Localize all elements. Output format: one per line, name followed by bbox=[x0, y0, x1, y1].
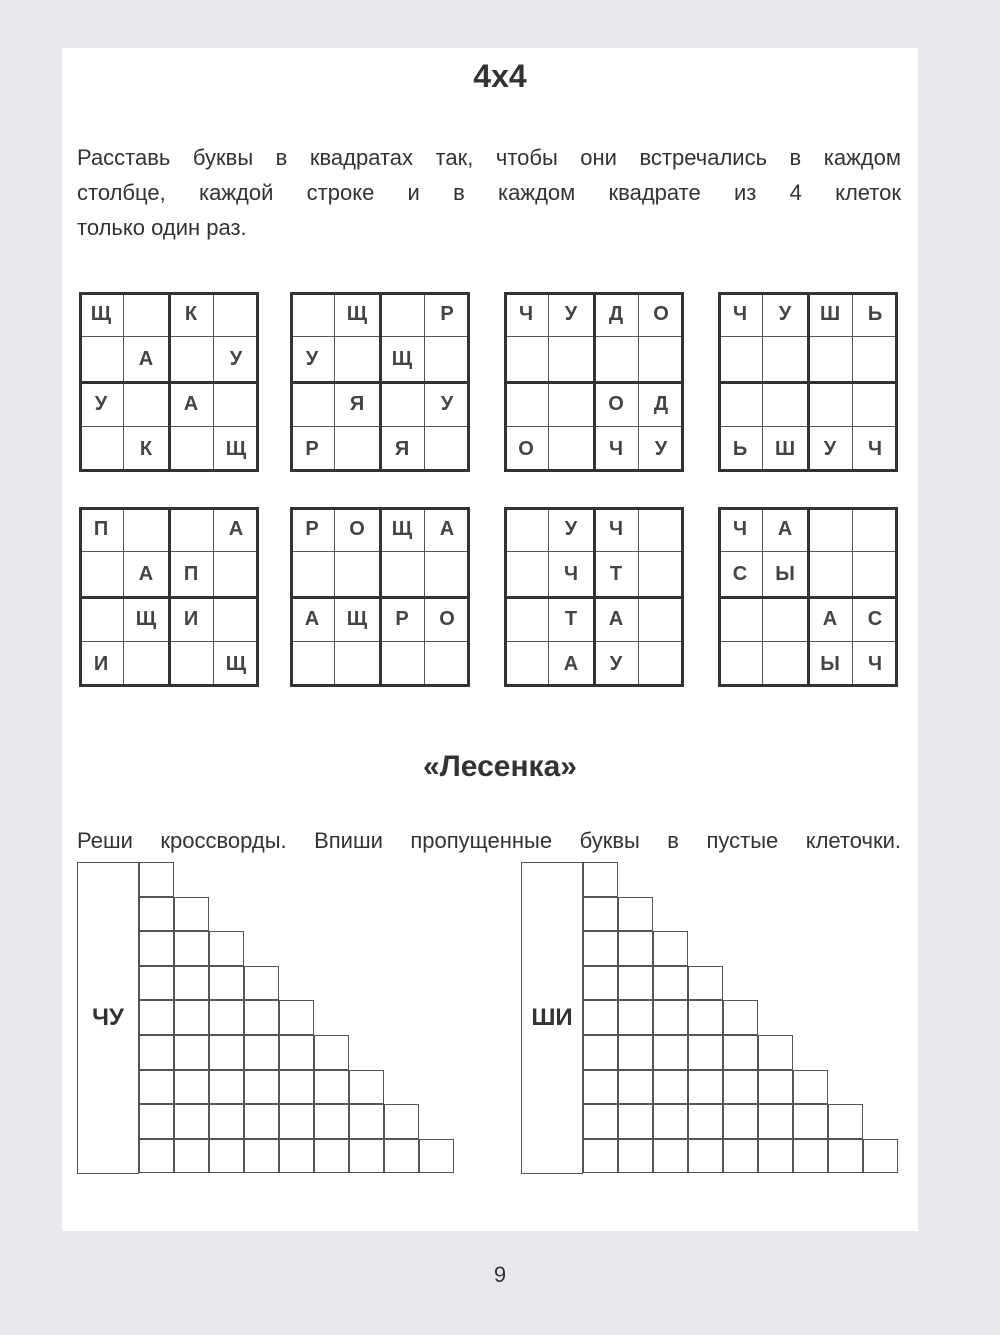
sudoku-cell[interactable] bbox=[380, 552, 425, 597]
ladder-cell[interactable] bbox=[279, 1139, 314, 1174]
sudoku-cell: Я bbox=[380, 427, 425, 472]
sudoku-cell: У bbox=[763, 292, 808, 337]
sudoku-cell: А bbox=[594, 597, 639, 642]
sudoku-cell[interactable] bbox=[504, 507, 549, 552]
sudoku-cell: К bbox=[124, 427, 169, 472]
ladder-crossword-2 bbox=[521, 862, 901, 1174]
sudoku-cell[interactable] bbox=[853, 337, 898, 382]
sudoku-cell[interactable] bbox=[425, 427, 470, 472]
ladder-cell[interactable] bbox=[384, 1139, 419, 1174]
sudoku-cell[interactable] bbox=[335, 552, 380, 597]
sudoku-cell[interactable] bbox=[718, 337, 763, 382]
sudoku-grid-8 bbox=[718, 507, 898, 687]
ladder-cell[interactable] bbox=[618, 1000, 653, 1035]
sudoku-cell[interactable] bbox=[549, 382, 594, 427]
ladder-cell[interactable] bbox=[618, 931, 653, 966]
ladder-cell[interactable] bbox=[174, 897, 209, 932]
sudoku-cell: У bbox=[808, 427, 853, 472]
ladder-cell[interactable] bbox=[209, 1035, 244, 1070]
ladder-cell[interactable] bbox=[583, 931, 618, 966]
ladder-cell[interactable] bbox=[758, 1139, 793, 1174]
sudoku-cell[interactable] bbox=[335, 642, 380, 687]
ladder-cell[interactable] bbox=[583, 862, 618, 897]
ladder-cell[interactable] bbox=[688, 966, 723, 1001]
ladder-cell[interactable] bbox=[174, 931, 209, 966]
ladder-cell[interactable] bbox=[279, 1035, 314, 1070]
sudoku-cell: К bbox=[169, 292, 214, 337]
sudoku-grid-5 bbox=[79, 507, 259, 687]
sudoku-cell[interactable] bbox=[214, 382, 259, 427]
sudoku-cell[interactable] bbox=[639, 642, 684, 687]
ladder-cell[interactable] bbox=[723, 1104, 758, 1139]
sudoku-cell[interactable] bbox=[594, 337, 639, 382]
ladder-crossword-1 bbox=[77, 862, 457, 1174]
sudoku-cell: А bbox=[124, 552, 169, 597]
ladder-cell[interactable] bbox=[139, 1000, 174, 1035]
ladder-cell[interactable] bbox=[314, 1070, 349, 1105]
sudoku-cell: Ч bbox=[853, 642, 898, 687]
sudoku-cell: Щ bbox=[335, 597, 380, 642]
sudoku-cell[interactable] bbox=[169, 427, 214, 472]
sudoku-cell: И bbox=[79, 642, 124, 687]
sudoku-grid-2 bbox=[290, 292, 470, 472]
sudoku-cell: У bbox=[594, 642, 639, 687]
sudoku-cell: У bbox=[549, 507, 594, 552]
sudoku-cell[interactable] bbox=[290, 292, 335, 337]
sudoku-cell[interactable] bbox=[124, 292, 169, 337]
sudoku-cell: Щ bbox=[214, 427, 259, 472]
sudoku-cell[interactable] bbox=[79, 427, 124, 472]
sudoku-cell[interactable] bbox=[763, 597, 808, 642]
sudoku-cell[interactable] bbox=[808, 382, 853, 427]
sudoku-cell[interactable] bbox=[763, 642, 808, 687]
ladder-cell[interactable] bbox=[723, 1070, 758, 1105]
sudoku-cell[interactable] bbox=[853, 382, 898, 427]
sudoku-cell[interactable] bbox=[639, 337, 684, 382]
ladder-cell[interactable] bbox=[349, 1139, 384, 1174]
sudoku-cell: Щ bbox=[380, 337, 425, 382]
ladder-cell[interactable] bbox=[653, 966, 688, 1001]
sudoku-cell: Р bbox=[380, 597, 425, 642]
sudoku-cell[interactable] bbox=[124, 382, 169, 427]
ladder-cell[interactable] bbox=[653, 1035, 688, 1070]
sudoku-cell[interactable] bbox=[290, 552, 335, 597]
sudoku-cell: Т bbox=[594, 552, 639, 597]
ladder-cell[interactable] bbox=[314, 1139, 349, 1174]
sudoku-cell[interactable] bbox=[79, 552, 124, 597]
sudoku-cell[interactable] bbox=[380, 382, 425, 427]
sudoku-cell[interactable] bbox=[169, 507, 214, 552]
ladder-cell[interactable] bbox=[653, 1139, 688, 1174]
sudoku-cell: У bbox=[639, 427, 684, 472]
sudoku-cell: Ч bbox=[594, 507, 639, 552]
ladder-cell[interactable] bbox=[583, 897, 618, 932]
ladder-cell[interactable] bbox=[174, 1035, 209, 1070]
ladder-cell[interactable] bbox=[793, 1070, 828, 1105]
ladder-cell[interactable] bbox=[688, 1070, 723, 1105]
ladder-cell[interactable] bbox=[583, 966, 618, 1001]
ladder-cell[interactable] bbox=[828, 1104, 863, 1139]
sudoku-cell[interactable] bbox=[504, 552, 549, 597]
ladder-cell[interactable] bbox=[688, 1035, 723, 1070]
sudoku-cell: Д bbox=[639, 382, 684, 427]
ladder-cell[interactable] bbox=[139, 862, 174, 897]
sudoku-cell: О bbox=[639, 292, 684, 337]
ladder-cell[interactable] bbox=[583, 1000, 618, 1035]
sudoku-cell: А bbox=[124, 337, 169, 382]
sudoku-cell: Р bbox=[290, 507, 335, 552]
page-title: 4x4 bbox=[473, 58, 527, 94]
ladder-cell[interactable] bbox=[209, 1000, 244, 1035]
ladder-instruction: Реши кроссворды. Впиши пропущенные буквы в пустые клеточки. bbox=[77, 828, 901, 853]
sudoku-cell: У bbox=[79, 382, 124, 427]
sudoku-cell[interactable] bbox=[425, 552, 470, 597]
sudoku-cell: Щ bbox=[79, 292, 124, 337]
ladder-cell[interactable] bbox=[828, 1139, 863, 1174]
ladder-cell[interactable] bbox=[793, 1104, 828, 1139]
ladder-cell[interactable] bbox=[314, 1035, 349, 1070]
ladder-cell[interactable] bbox=[244, 1070, 279, 1105]
ladder-cell[interactable] bbox=[314, 1104, 349, 1139]
sudoku-cell[interactable] bbox=[214, 597, 259, 642]
ladder-cell[interactable] bbox=[653, 1000, 688, 1035]
sudoku-cell[interactable] bbox=[718, 642, 763, 687]
ladder-cell[interactable] bbox=[139, 897, 174, 932]
sudoku-cell[interactable] bbox=[549, 337, 594, 382]
sudoku-cell[interactable] bbox=[639, 552, 684, 597]
sudoku-cell: А bbox=[214, 507, 259, 552]
ladder-cell[interactable] bbox=[688, 1104, 723, 1139]
sudoku-cell[interactable] bbox=[808, 507, 853, 552]
sudoku-cell: О bbox=[594, 382, 639, 427]
instruction-line-1: Расставь буквы в квадратах так, чтобы они встречались в каждом bbox=[77, 145, 901, 170]
ladder-cell[interactable] bbox=[758, 1104, 793, 1139]
sudoku-cell[interactable] bbox=[718, 597, 763, 642]
sudoku-cell[interactable] bbox=[335, 427, 380, 472]
ladder-cell[interactable] bbox=[618, 1035, 653, 1070]
ladder-cell[interactable] bbox=[723, 1035, 758, 1070]
ladder-cell[interactable] bbox=[174, 1139, 209, 1174]
ladder-cell[interactable] bbox=[583, 1035, 618, 1070]
sudoku-cell[interactable] bbox=[853, 507, 898, 552]
ladder-cell[interactable] bbox=[384, 1104, 419, 1139]
sudoku-cell: Щ bbox=[214, 642, 259, 687]
ladder-cell[interactable] bbox=[209, 1104, 244, 1139]
ladder-cell[interactable] bbox=[758, 1070, 793, 1105]
ladder-label: ШИ bbox=[531, 1004, 573, 1031]
ladder-cell[interactable] bbox=[279, 1000, 314, 1035]
ladder-cell[interactable] bbox=[209, 966, 244, 1001]
ladder-cell[interactable] bbox=[618, 1104, 653, 1139]
ladder-cell[interactable] bbox=[618, 1139, 653, 1174]
sudoku-cell: Щ bbox=[124, 597, 169, 642]
sudoku-cell: С bbox=[718, 552, 763, 597]
sudoku-cell[interactable] bbox=[504, 337, 549, 382]
sudoku-cell: У bbox=[425, 382, 470, 427]
sudoku-cell: Ы bbox=[763, 552, 808, 597]
sudoku-cell[interactable] bbox=[504, 642, 549, 687]
sudoku-cell[interactable] bbox=[124, 642, 169, 687]
ladder-cell[interactable] bbox=[618, 897, 653, 932]
ladder-cell[interactable] bbox=[139, 1139, 174, 1174]
sudoku-cell: О bbox=[425, 597, 470, 642]
page-number: 9 bbox=[493, 1262, 507, 1287]
sudoku-cell[interactable] bbox=[214, 292, 259, 337]
ladder-cell[interactable] bbox=[583, 1070, 618, 1105]
sudoku-cell[interactable] bbox=[79, 597, 124, 642]
sudoku-cell[interactable] bbox=[124, 507, 169, 552]
ladder-cell[interactable] bbox=[279, 1104, 314, 1139]
sudoku-cell[interactable] bbox=[169, 337, 214, 382]
ladder-cell[interactable] bbox=[244, 1035, 279, 1070]
ladder-cell[interactable] bbox=[653, 1070, 688, 1105]
sudoku-cell: П bbox=[169, 552, 214, 597]
ladder-cell[interactable] bbox=[244, 1139, 279, 1174]
ladder-cell[interactable] bbox=[349, 1070, 384, 1105]
sudoku-cell[interactable] bbox=[335, 337, 380, 382]
ladder-cell[interactable] bbox=[279, 1070, 314, 1105]
instruction-line-3: только один раз. bbox=[77, 215, 247, 240]
sudoku-cell[interactable] bbox=[290, 382, 335, 427]
sudoku-cell: Д bbox=[594, 292, 639, 337]
ladder-cell[interactable] bbox=[688, 1139, 723, 1174]
sudoku-cell: Ы bbox=[808, 642, 853, 687]
sudoku-cell: Ш bbox=[808, 292, 853, 337]
ladder-cell[interactable] bbox=[618, 1070, 653, 1105]
ladder-cell[interactable] bbox=[174, 1000, 209, 1035]
sudoku-cell: А bbox=[549, 642, 594, 687]
sudoku-cell: Ь bbox=[718, 427, 763, 472]
sudoku-cell: Ч bbox=[718, 507, 763, 552]
sudoku-cell[interactable] bbox=[808, 337, 853, 382]
sudoku-cell: С bbox=[853, 597, 898, 642]
ladder-cell[interactable] bbox=[139, 1104, 174, 1139]
ladder-cell[interactable] bbox=[793, 1139, 828, 1174]
sudoku-cell[interactable] bbox=[504, 382, 549, 427]
ladder-cell[interactable] bbox=[653, 1104, 688, 1139]
ladder-cell[interactable] bbox=[244, 966, 279, 1001]
sudoku-cell: П bbox=[79, 507, 124, 552]
sudoku-grid-7 bbox=[504, 507, 684, 687]
sudoku-cell[interactable] bbox=[290, 642, 335, 687]
sudoku-cell: О bbox=[504, 427, 549, 472]
sudoku-cell[interactable] bbox=[425, 337, 470, 382]
sudoku-cell: О bbox=[335, 507, 380, 552]
sudoku-cell[interactable] bbox=[639, 507, 684, 552]
ladder-cell[interactable] bbox=[863, 1139, 898, 1174]
ladder-cell[interactable] bbox=[244, 1000, 279, 1035]
sudoku-grid-4 bbox=[718, 292, 898, 472]
ladder-cell[interactable] bbox=[209, 931, 244, 966]
ladder-cell[interactable] bbox=[139, 1070, 174, 1105]
ladder-cell[interactable] bbox=[419, 1139, 454, 1174]
ladder-cell[interactable] bbox=[139, 966, 174, 1001]
sudoku-cell[interactable] bbox=[169, 642, 214, 687]
ladder-cell[interactable] bbox=[758, 1035, 793, 1070]
sudoku-cell: Ш bbox=[763, 427, 808, 472]
ladder-section-title: «Лесенка» bbox=[423, 750, 577, 783]
sudoku-cell: А bbox=[290, 597, 335, 642]
ladder-cell[interactable] bbox=[174, 966, 209, 1001]
sudoku-grid-3 bbox=[504, 292, 684, 472]
sudoku-cell[interactable] bbox=[808, 552, 853, 597]
sudoku-cell: Ч bbox=[718, 292, 763, 337]
sudoku-cell: Щ bbox=[380, 507, 425, 552]
sudoku-cell[interactable] bbox=[639, 597, 684, 642]
sudoku-cell: Я bbox=[335, 382, 380, 427]
ladder-cell[interactable] bbox=[583, 1139, 618, 1174]
ladder-cell[interactable] bbox=[139, 1035, 174, 1070]
ladder-cell[interactable] bbox=[209, 1139, 244, 1174]
sudoku-cell[interactable] bbox=[425, 642, 470, 687]
sudoku-cell: Ч bbox=[504, 292, 549, 337]
sudoku-cell: Ч bbox=[853, 427, 898, 472]
sudoku-cell: И bbox=[169, 597, 214, 642]
sudoku-cell: Ч bbox=[549, 552, 594, 597]
ladder-cell[interactable] bbox=[688, 1000, 723, 1035]
sudoku-grid-1 bbox=[79, 292, 259, 472]
sudoku-cell: А bbox=[169, 382, 214, 427]
ladder-cell[interactable] bbox=[653, 931, 688, 966]
sudoku-cell: Т bbox=[549, 597, 594, 642]
ladder-cell[interactable] bbox=[618, 966, 653, 1001]
sudoku-cell: Р bbox=[290, 427, 335, 472]
instruction-line-2: столбце, каждой строке и в каждом квадрате из 4 клеток bbox=[77, 180, 901, 205]
sudoku-cell: А bbox=[808, 597, 853, 642]
sudoku-cell[interactable] bbox=[79, 337, 124, 382]
sudoku-cell[interactable] bbox=[549, 427, 594, 472]
sudoku-cell: Щ bbox=[335, 292, 380, 337]
ladder-cell[interactable] bbox=[349, 1104, 384, 1139]
sudoku-grid-6 bbox=[290, 507, 470, 687]
ladder-cell[interactable] bbox=[174, 1070, 209, 1105]
ladder-cell[interactable] bbox=[139, 931, 174, 966]
ladder-cell[interactable] bbox=[244, 1104, 279, 1139]
sudoku-cell: Р bbox=[425, 292, 470, 337]
sudoku-cell[interactable] bbox=[380, 642, 425, 687]
sudoku-cell[interactable] bbox=[504, 597, 549, 642]
ladder-cell[interactable] bbox=[583, 1104, 618, 1139]
sudoku-cell: У bbox=[214, 337, 259, 382]
sudoku-cell: У bbox=[549, 292, 594, 337]
sudoku-cell: А bbox=[425, 507, 470, 552]
sudoku-cell: Ч bbox=[594, 427, 639, 472]
sudoku-cell[interactable] bbox=[763, 337, 808, 382]
sudoku-cell: Ь bbox=[853, 292, 898, 337]
ladder-cell[interactable] bbox=[174, 1104, 209, 1139]
sudoku-cell: А bbox=[763, 507, 808, 552]
ladder-label: ЧУ bbox=[92, 1004, 124, 1031]
sudoku-cell[interactable] bbox=[763, 382, 808, 427]
sudoku-cell[interactable] bbox=[853, 552, 898, 597]
sudoku-cell[interactable] bbox=[214, 552, 259, 597]
sudoku-cell: У bbox=[290, 337, 335, 382]
sudoku-cell[interactable] bbox=[718, 382, 763, 427]
ladder-cell[interactable] bbox=[723, 1000, 758, 1035]
ladder-cell[interactable] bbox=[209, 1070, 244, 1105]
sudoku-cell[interactable] bbox=[380, 292, 425, 337]
ladder-cell[interactable] bbox=[723, 1139, 758, 1174]
